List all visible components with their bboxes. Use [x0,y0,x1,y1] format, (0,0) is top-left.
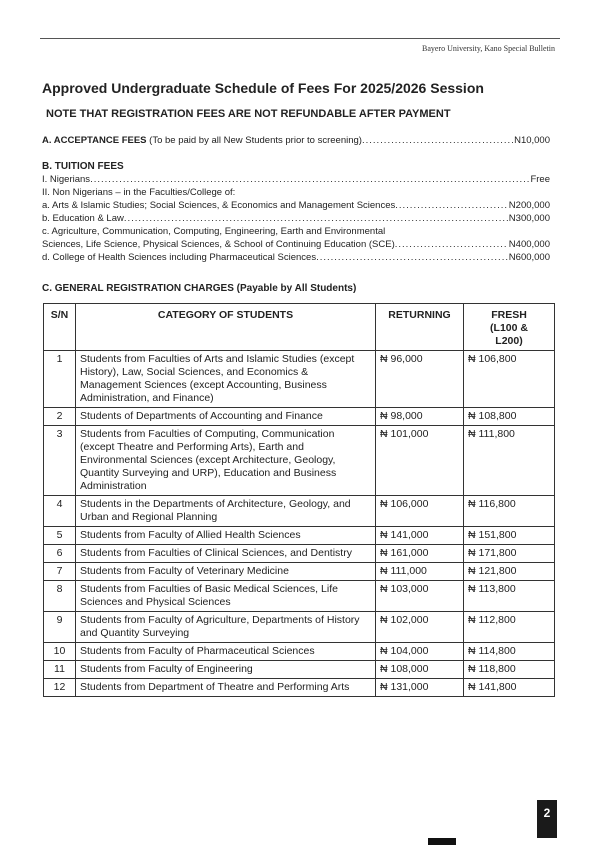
row-fresh: ₦ 118,800 [464,661,555,679]
row-returning: ₦ 108,000 [376,661,464,679]
tuition-d-line [42,252,550,263]
row-category: Students from Faculties of Basic Medical Sciences, Life Sciences and Physical Sciences [76,581,376,612]
row-sn: 1 [44,351,76,408]
tuition-c-label-line1: c. Agriculture, Communication, Computing, Engineering, Earth and Environmental [42,226,386,237]
column-header-sn: S/N [44,304,76,351]
row-category: Students from Faculty of Veterinary Medicine [76,563,376,581]
row-fresh: ₦ 121,800 [464,563,555,581]
row-returning: ₦ 141,000 [376,527,464,545]
tuition-b-label: b. Education & Law [42,213,124,224]
row-sn: 7 [44,563,76,581]
tuition-a-amount: N200,000 [508,200,550,211]
table-row [44,643,555,661]
row-sn: 12 [44,679,76,697]
tuition-a-label: a. Arts & Islamic Studies; Social Sciences, & Economics and Management Sciences [42,200,396,211]
acceptance-fee-line [42,135,550,146]
row-category: Students from Faculty of Allied Health Sciences [76,527,376,545]
tuition-d-amount: N600,000 [508,252,550,263]
row-fresh: ₦ 114,800 [464,643,555,661]
row-category: Students from Department of Theatre and Performing Arts [76,679,376,697]
row-sn: 4 [44,496,76,527]
row-returning: ₦ 102,000 [376,612,464,643]
table-row [44,527,555,545]
row-fresh: ₦ 116,800 [464,496,555,527]
table-row [44,612,555,643]
row-returning: ₦ 106,000 [376,496,464,527]
column-header-returning: RETURNING [376,304,464,351]
row-fresh: ₦ 151,800 [464,527,555,545]
row-fresh: ₦ 113,800 [464,581,555,612]
registration-heading: C. GENERAL REGISTRATION CHARGES (Payable by All Students) [42,283,357,294]
row-sn: 8 [44,581,76,612]
table-row [44,563,555,581]
row-sn: 3 [44,426,76,496]
row-fresh: ₦ 106,800 [464,351,555,408]
row-returning: ₦ 131,000 [376,679,464,697]
row-category: Students from Faculty of Agriculture, Departments of History and Quantity Surveying [76,612,376,643]
row-returning: ₦ 101,000 [376,426,464,496]
acceptance-text: (To be paid by all New Students prior to screening) [149,135,362,146]
table-row [44,545,555,563]
tuition-c-label-line2: Sciences, Life Science, Physical Sciences, & School of Continuing Education (SCE) [42,239,395,250]
row-fresh: ₦ 111,800 [464,426,555,496]
tuition-b-amount: N300,000 [508,213,550,224]
row-returning: ₦ 103,000 [376,581,464,612]
row-category: Students from Faculties of Clinical Sciences, and Dentistry [76,545,376,563]
table-row [44,426,555,496]
row-sn: 6 [44,545,76,563]
row-returning: ₦ 161,000 [376,545,464,563]
row-category: Students of Departments of Accounting and Finance [76,408,376,426]
row-sn: 5 [44,527,76,545]
table-row [44,496,555,527]
column-header-category: CATEGORY OF STUDENTS [76,304,376,351]
row-sn: 9 [44,612,76,643]
row-returning: ₦ 98,000 [376,408,464,426]
row-category: Students from Faculties of Computing, Communication (except Theatre and Performing Arts), Earth and Environmental Sciences (except Architecture, Geology, Quantity Surveying and URP), Education and Business Administration [76,426,376,496]
tuition-c-amount: N400,000 [508,239,550,250]
table-row [44,581,555,612]
row-returning: ₦ 111,000 [376,563,464,581]
acceptance-amount: N10,000 [514,135,550,146]
row-returning: ₦ 96,000 [376,351,464,408]
row-returning: ₦ 104,000 [376,643,464,661]
row-category: Students from Faculties of Arts and Islamic Studies (except History), Law, Social Sciences, and Economics & Management Sciences (except Accounting, Business Administration, and Finance) [76,351,376,408]
table-header-row [44,304,555,351]
page-number: 2 [537,800,557,838]
acceptance-heading: A. ACCEPTANCE FEES [42,135,147,146]
row-sn: 10 [44,643,76,661]
row-category: Students from Faculty of Engineering [76,661,376,679]
tuition-d-label: d. College of Health Sciences including Pharmaceutical Sciences [42,252,317,263]
row-category: Students from Faculty of Pharmaceutical Sciences [76,643,376,661]
table-row [44,679,555,697]
page-title: Approved Undergraduate Schedule of Fees For 2025/2026 Session [42,80,484,96]
table-row [44,408,555,426]
row-fresh: ₦ 112,800 [464,612,555,643]
tuition-non-nigerians-label: II. Non Nigerians – in the Faculties/College of: [42,187,236,198]
column-header-fresh: FRESH (L100 & L200) [464,304,555,351]
table-row [44,661,555,679]
row-fresh: ₦ 171,800 [464,545,555,563]
running-header: Bayero University, Kano Special Bulletin [421,44,555,53]
tuition-heading: B. TUITION FEES [42,161,124,172]
row-fresh: ₦ 108,800 [464,408,555,426]
bottom-mark [428,838,456,845]
tuition-nigerians-amount: Free [530,174,550,185]
registration-table [43,303,555,697]
row-fresh: ₦ 141,800 [464,679,555,697]
row-sn: 11 [44,661,76,679]
tuition-a-line [42,200,550,211]
row-category: Students in the Departments of Architecture, Geology, and Urban and Regional Planning [76,496,376,527]
tuition-c-line [42,239,550,250]
table-row [44,351,555,408]
tuition-b-line [42,213,550,224]
tuition-nigerians-line [42,174,550,185]
header-rule [40,38,560,39]
refund-note: NOTE THAT REGISTRATION FEES ARE NOT REFUNDABLE AFTER PAYMENT [46,108,451,120]
row-sn: 2 [44,408,76,426]
tuition-nigerians-label: I. Nigerians [42,174,91,185]
